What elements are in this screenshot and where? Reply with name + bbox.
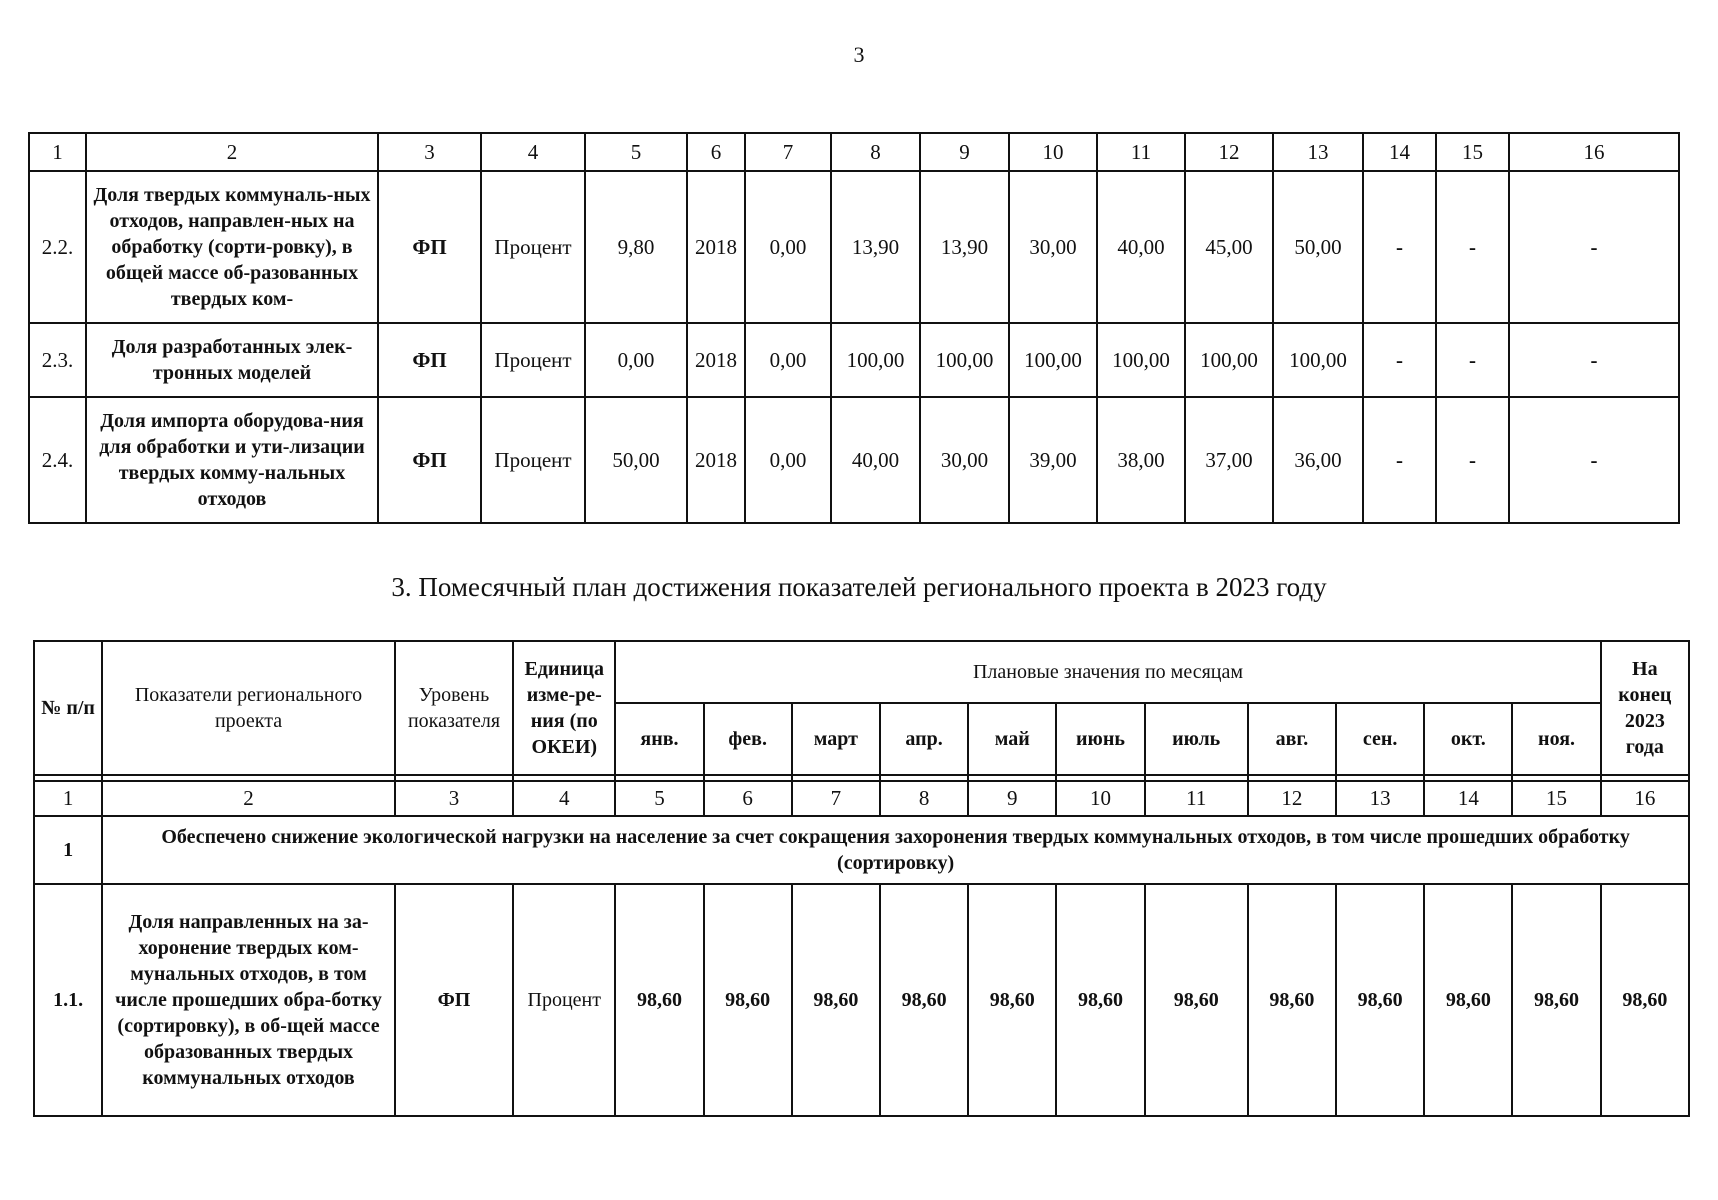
section-title: 3. Помесячный план достижения показателей регионального проекта в 2023 году [391,572,1327,602]
page-number: 3 [853,42,865,67]
header-row [34,641,1689,703]
month-value: 98,60 [1424,884,1512,1116]
column-number: 10 [1056,781,1144,816]
value-cell: - [1363,397,1436,523]
column-number: 16 [1509,133,1679,171]
column-number: 15 [1436,133,1509,171]
value-cell: 30,00 [920,397,1009,523]
value-cell: - [1509,323,1679,397]
table-row [29,171,1679,323]
month-header: июнь [1056,703,1144,775]
value-cell: 39,00 [1009,397,1097,523]
unit: Процент [481,323,585,397]
value-cell: 40,00 [831,397,920,523]
column-number: 11 [1097,133,1185,171]
indicator-name: Доля импорта оборудова-ния для обработки и ути-лизации твердых комму-нальных отходов [86,397,378,523]
row-number: 2.2. [29,171,86,323]
col-header-end: На конец 2023 года [1601,641,1689,775]
row-number: 2.3. [29,323,86,397]
monthly-plan-table [33,640,1690,1117]
indicator-name: Доля разработанных элек-тронных моделей [86,323,378,397]
month-value: 98,60 [1145,884,1248,1116]
col-header-unit: Единица изме-ре-ния (по ОКЕИ) [513,641,615,775]
base-year: 2018 [687,397,745,523]
value-cell: 45,00 [1185,171,1273,323]
column-number: 8 [831,133,920,171]
base-year: 2018 [687,323,745,397]
value-cell: 0,00 [745,323,831,397]
value-cell: - [1363,323,1436,397]
value-cell: 30,00 [1009,171,1097,323]
value-cell: 100,00 [1009,323,1097,397]
indicators-table-continued [28,132,1680,524]
month-header: окт. [1424,703,1512,775]
month-value: 98,60 [1056,884,1144,1116]
month-header: фев. [704,703,792,775]
value-cell: - [1363,171,1436,323]
group-title: Обеспечено снижение экологической нагрузки на население за счет сокращения захоронения твердых коммунальных отходов, в том числе прошедших обработку (сортировку) [102,816,1689,884]
value-cell: - [1509,171,1679,323]
unit: Процент [481,397,585,523]
column-number: 3 [395,781,513,816]
indicator-name: Доля твердых коммуналь-ных отходов, направлен-ных на обработку (сорти-ровку), в общей массе об-разованных твердых ком- [86,171,378,323]
month-header: апр. [880,703,968,775]
group-row [34,816,1689,884]
value-cell: 0,00 [745,397,831,523]
column-number: 4 [481,133,585,171]
column-number: 4 [513,781,615,816]
indicator-name: Доля направленных на за-хоронение твердых ком-мунальных отходов, в том числе прошедших обра-ботку (сортировку), в об-щей массе образованных твердых коммунальных отходов [102,884,395,1116]
column-number: 2 [86,133,378,171]
column-number: 12 [1185,133,1273,171]
column-number: 11 [1145,781,1248,816]
month-header: май [968,703,1056,775]
value-cell: 100,00 [831,323,920,397]
value-cell: 37,00 [1185,397,1273,523]
column-number-row [34,781,1689,816]
value-cell: - [1436,171,1509,323]
month-value: 98,60 [968,884,1056,1116]
col-header-level: Уровень показателя [395,641,513,775]
column-number: 10 [1009,133,1097,171]
column-number: 14 [1424,781,1512,816]
value-cell: 100,00 [1273,323,1363,397]
column-number: 5 [585,133,687,171]
column-number: 12 [1248,781,1336,816]
column-number: 9 [920,133,1009,171]
column-number: 1 [34,781,102,816]
column-number: 2 [102,781,395,816]
month-header: март [792,703,880,775]
value-cell: 100,00 [1185,323,1273,397]
indicator-level: ФП [395,884,513,1116]
base-value: 50,00 [585,397,687,523]
value-cell: 100,00 [920,323,1009,397]
indicator-level: ФП [378,171,481,323]
month-value: 98,60 [704,884,792,1116]
column-number: 13 [1336,781,1424,816]
value-cell: 36,00 [1273,397,1363,523]
value-cell: 0,00 [745,171,831,323]
indicator-level: ФП [378,397,481,523]
month-value: 98,60 [615,884,703,1116]
base-value: 9,80 [585,171,687,323]
base-value: 0,00 [585,323,687,397]
value-cell: 13,90 [920,171,1009,323]
row-number: 1.1. [34,884,102,1116]
month-header: авг. [1248,703,1336,775]
table-row [29,397,1679,523]
value-cell: - [1509,397,1679,523]
unit: Процент [513,884,615,1116]
month-header: июль [1145,703,1248,775]
value-cell: 100,00 [1097,323,1185,397]
value-cell: 50,00 [1273,171,1363,323]
month-value: 98,60 [1248,884,1336,1116]
indicator-level: ФП [378,323,481,397]
col-header-indicator: Показатели регионального проекта [102,641,395,775]
value-cell: 38,00 [1097,397,1185,523]
column-number: 1 [29,133,86,171]
month-value: 98,60 [792,884,880,1116]
column-number: 3 [378,133,481,171]
end-value: 98,60 [1601,884,1689,1116]
column-number: 5 [615,781,703,816]
column-number: 6 [704,781,792,816]
column-number-row [29,133,1679,171]
month-value: 98,60 [1512,884,1600,1116]
month-header: янв. [615,703,703,775]
table-row [34,884,1689,1116]
value-cell: 13,90 [831,171,920,323]
column-number: 13 [1273,133,1363,171]
col-header-plan: Плановые значения по месяцам [615,641,1600,703]
column-number: 7 [745,133,831,171]
table-row [29,323,1679,397]
value-cell: - [1436,397,1509,523]
month-value: 98,60 [880,884,968,1116]
month-header: ноя. [1512,703,1600,775]
month-header: сен. [1336,703,1424,775]
column-number: 8 [880,781,968,816]
value-cell: 40,00 [1097,171,1185,323]
month-value: 98,60 [1336,884,1424,1116]
row-number: 2.4. [29,397,86,523]
column-number: 16 [1601,781,1689,816]
unit: Процент [481,171,585,323]
column-number: 6 [687,133,745,171]
column-number: 15 [1512,781,1600,816]
column-number: 14 [1363,133,1436,171]
base-year: 2018 [687,171,745,323]
col-header-number: № п/п [34,641,102,775]
value-cell: - [1436,323,1509,397]
group-number: 1 [34,816,102,884]
column-number: 9 [968,781,1056,816]
column-number: 7 [792,781,880,816]
